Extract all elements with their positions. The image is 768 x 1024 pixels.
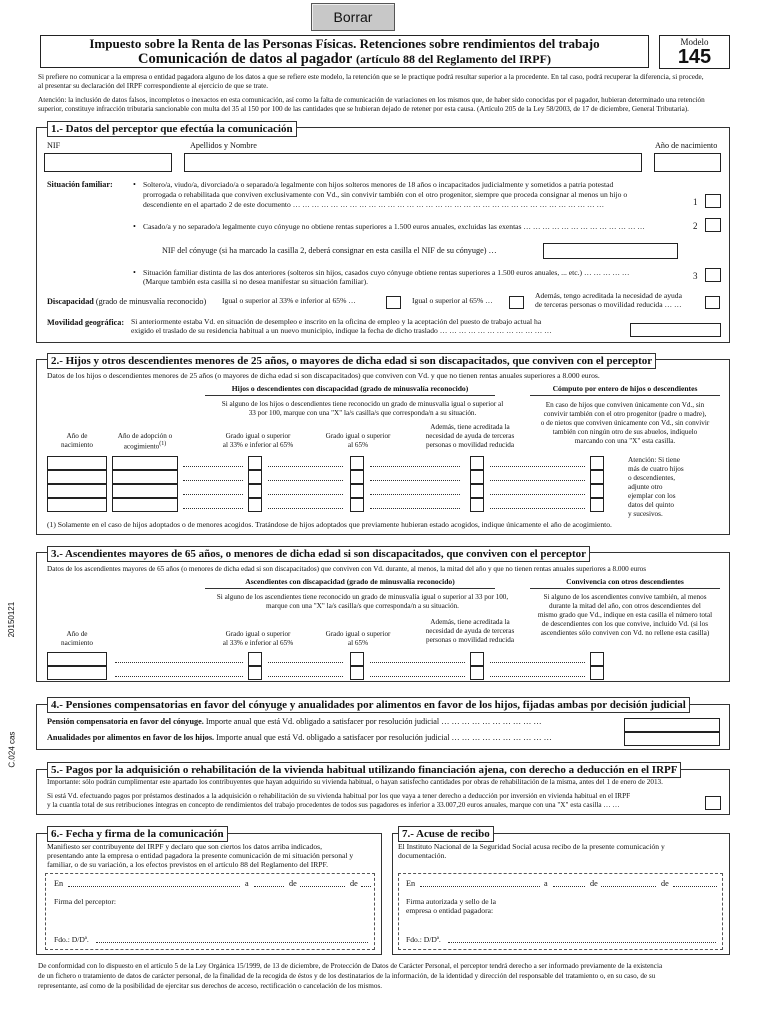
checkbox-number-3: 3 xyxy=(693,271,698,281)
disability-title: Discapacidad xyxy=(47,297,94,306)
checkbox-number-1: 1 xyxy=(693,197,698,207)
dotted-leader xyxy=(183,508,243,509)
pension-desc: Importe anual que está Vd. obligado a satisfacer por resolución judicial … … … … … … … … … … xyxy=(205,717,542,726)
form-title-sub: (artículo 88 del Reglamento del IRPF) xyxy=(355,52,551,66)
col-birth-year: Año de xyxy=(66,432,88,440)
full-count-checkbox[interactable] xyxy=(590,498,604,512)
bullet: • xyxy=(133,222,136,231)
section-2-count-desc: también con ningún otro de sus abuelos, indíquelo xyxy=(552,428,698,436)
margin-code: 20150121 xyxy=(7,601,17,638)
section-7-title: 7.- Acuse de recibo xyxy=(398,826,494,842)
dotted-leader xyxy=(370,494,460,495)
dotted-leader xyxy=(370,662,465,663)
clear-button[interactable]: Borrar xyxy=(311,3,395,31)
signer-name-label: Fdo.: D/Dª. xyxy=(54,935,89,944)
dotted-leader xyxy=(183,466,243,467)
place-label: En xyxy=(54,879,64,888)
day-label: a xyxy=(544,879,548,888)
section-5-text: y la cuantía total de sus retribuciones íntegras en concepto de rendimientos del trabajo procedentes de todos sus pagadores es inferior a 33.007,20 euros anuales, marque con una "X" esta casilla … … xyxy=(47,801,620,809)
col-grade-65: al 65% xyxy=(347,639,369,647)
col-adoption-year: Año de adopción o xyxy=(117,432,173,440)
name-input[interactable] xyxy=(184,153,642,172)
intro-line: al presentar su declaración del IRPF correspondiente al ejercicio de que se trate. xyxy=(38,82,269,90)
section-4-title: 4.- Pensiones compensatorias en favor del cónyuge y anualidades por alimentos en favor de los hijos, fijadas ambas por decisión judicial xyxy=(47,697,690,713)
family-option-1-text: prorrogada o rehabilitada que conviven exclusivamente con Vd., sin convivir también con el otro progenitor, siempre que proceda consignar al menos un hijo o xyxy=(143,190,628,199)
mortgage-checkbox[interactable] xyxy=(705,796,721,810)
dotted-leader xyxy=(183,480,243,481)
section-3-conv-heading: Convivencia con otros descendientes xyxy=(566,577,684,586)
section-2-count-desc: marcando con una "X" esta casilla. xyxy=(574,437,676,445)
modelo-label: Modelo xyxy=(680,37,709,47)
section-3-disability-heading: Ascendientes con discapacidad (grado de minusvalía reconocido) xyxy=(245,577,455,586)
attention-note: y sucesivos. xyxy=(628,510,663,518)
grade-33-checkbox[interactable] xyxy=(248,666,262,680)
dotted-leader xyxy=(268,662,343,663)
birth-year-input[interactable] xyxy=(47,652,107,666)
assist-checkbox[interactable] xyxy=(470,652,484,666)
disability-assist-label: de terceras personas o movilidad reducida … … xyxy=(535,300,682,309)
col-birth-year: Año de xyxy=(66,630,88,638)
section-2-title: 2.- Hijos y otros descendientes menores de 25 años, o mayores de dicha edad si son discapacitados, que conviven con el perceptor xyxy=(47,353,656,369)
descendants-count-input[interactable] xyxy=(590,666,604,680)
alimony-input[interactable] xyxy=(624,732,720,746)
col-assist: personas o movilidad reducida xyxy=(425,636,515,644)
descendants-count-input[interactable] xyxy=(590,652,604,666)
grade-33-checkbox[interactable] xyxy=(248,498,262,512)
section-2-count-desc: o de nietos que conviven únicamente con Vd., sin convivir xyxy=(540,419,710,427)
divider xyxy=(530,395,720,396)
attention-note: más de cuatro hijos xyxy=(628,465,684,473)
col-grade-33: al 33% e inferior al 65% xyxy=(222,639,294,647)
section-2-count-desc: En caso de hijos que conviven únicamente con Vd., sin xyxy=(545,401,705,409)
family-option-1-text: Soltero/a, viudo/a, divorciado/a o separado/a legalmente con hijos solteros menores de 18 años o incapacitados judicialmente y sometidos a patria potestad xyxy=(143,180,614,189)
signature-area[interactable] xyxy=(45,873,375,950)
disability-65-label: Igual o superior al 65% … xyxy=(412,296,493,305)
dotted-leader xyxy=(115,662,243,663)
dotted-leader xyxy=(490,508,585,509)
adoption-year-input[interactable] xyxy=(112,498,178,512)
form-title-line2 xyxy=(40,51,649,68)
section-5-text: Si está Vd. efectuando pagos por préstamos destinados a la adquisición o rehabilitación de su vivienda habitual por los que vaya a tener derecho a deducción por inversión en vivienda habitual en el IRPF xyxy=(47,792,631,800)
spouse-nif-input[interactable] xyxy=(543,243,678,259)
col-assist: necesidad de ayuda de terceras xyxy=(425,432,515,440)
year-field[interactable] xyxy=(673,886,717,887)
pension-title: Pensión compensatoria en favor del cónyuge. xyxy=(47,717,204,726)
section-3-disability-desc: marque con una "X" la/s casilla/s que corresponda/n a su situación. xyxy=(266,602,459,610)
name-label: Apellidos y Nombre xyxy=(190,141,257,150)
attention-note: datos del quinto xyxy=(628,501,674,509)
signer-name-field[interactable] xyxy=(448,942,716,943)
section-6-declaration: Manifiesto ser contribuyente del IRPF y declaro que son ciertos los datos arriba indicados, xyxy=(47,842,322,851)
col-assist: Además, tiene acreditada la xyxy=(430,423,510,431)
disability-33-checkbox[interactable] xyxy=(386,296,401,309)
day-field[interactable] xyxy=(553,886,585,887)
form-title-main: Comunicación de datos al pagador xyxy=(138,51,353,67)
disability-65-checkbox[interactable] xyxy=(509,296,524,309)
pension-input[interactable] xyxy=(624,718,720,732)
col-grade-65: al 65% xyxy=(347,441,369,449)
birth-year-input[interactable] xyxy=(47,456,107,470)
form-title-line1: Impuesto sobre la Renta de las Personas Físicas. Retenciones sobre rendimientos del trabajo xyxy=(89,36,600,51)
family-option-3-text: Situación familiar distinta de las dos anteriores (solteros sin hijos, casados cuyo cónyuge obtiene rentas superiores a 1.500 euros anuales, ... etc.) … … … … … xyxy=(143,268,630,277)
section-3-intro: Datos de los ascendientes mayores de 65 años (o menores de dicha edad si son discapacitados) que conviven con Vd. durante, al menos, la mitad del año y que no tienen rentas anuales superiores a 8.000 euros xyxy=(47,565,647,573)
dotted-leader xyxy=(490,466,585,467)
col-grade-33: al 33% e inferior al 65% xyxy=(222,441,294,449)
grade-33-checkbox[interactable] xyxy=(248,652,262,666)
section-3-conv-desc: de descendientes con los que convive, incluido Vd. (si los xyxy=(541,620,709,628)
stamp-label: empresa o entidad pagadora: xyxy=(406,906,494,915)
family-option-2-text: Casado/a y no separado/a legalmente cuyo cónyuge no obtiene rentas superiores a 1.500 euros anuales, excluidas las exentas … … … … … … … … … … … … … xyxy=(143,222,645,231)
birth-year-input[interactable] xyxy=(47,666,107,680)
divider xyxy=(205,588,495,589)
day-label: a xyxy=(245,879,249,888)
col-assist: necesidad de ayuda de terceras xyxy=(425,627,515,635)
month-field[interactable] xyxy=(601,886,656,887)
col-grade-65: Grado igual o superior xyxy=(325,630,391,638)
dotted-leader xyxy=(490,494,585,495)
dotted-leader xyxy=(268,508,343,509)
family-option-1-text: descendiente en el apartado 2 de este documento … … … … … … … … … … … … … … … … … … … … … … … … … … … … … … … … … xyxy=(143,200,605,209)
section-6-title: 6.- Fecha y firma de la comunicación xyxy=(47,826,228,842)
margin-code: C.024 cas xyxy=(7,731,17,768)
col-birth-year: nacimiento xyxy=(61,639,93,647)
signer-name-label: Fdo.: D/Dª. xyxy=(406,935,441,944)
spouse-nif-label: NIF del cónyuge (si ha marcado la casilla 2, deberá consignar en esta casilla el NIF de su cónyuge) … xyxy=(162,246,497,255)
year-label: de xyxy=(661,879,669,888)
col-grade-65: Grado igual o superior xyxy=(325,432,391,440)
disability-label xyxy=(47,297,206,306)
section-6-declaration: familiar, o de su variación, a los efectos previstos en el artículo 88 del Reglamento del IRPF. xyxy=(47,860,329,869)
grade-33-checkbox[interactable] xyxy=(248,470,262,484)
family-option-3-text: (Marque también esta casilla si no desea manifestar su situación familiar). xyxy=(143,277,368,286)
col-grade-33: Grado igual o superior xyxy=(225,630,291,638)
full-count-checkbox[interactable] xyxy=(590,484,604,498)
alimony-title: Anualidades por alimentos en favor de los hijos. xyxy=(47,733,215,742)
assist-checkbox[interactable] xyxy=(470,484,484,498)
nif-input[interactable] xyxy=(44,153,172,172)
section-3-title: 3.- Ascendientes mayores de 65 años, o menores de dicha edad si son discapacitados, que conviven con el perceptor xyxy=(47,546,590,562)
pension-label xyxy=(47,717,542,726)
col-assist: Además, tiene acreditada la xyxy=(430,618,510,626)
section-3-conv-desc: durante la mitad del año, con otros descendientes del xyxy=(549,602,701,610)
intro-line: Atención: la inclusión de datos falsos, incompletos o inexactos en esta comunicación, así como la falta de comunicación de variaciones en los mismos que, de haber sido conocidas por el pagador, hubieran determinado una retención xyxy=(38,96,705,104)
section-3-conv-desc: mismo grado que Vd., indique en esta casilla el número total xyxy=(537,611,713,619)
assist-checkbox[interactable] xyxy=(470,456,484,470)
disability-assist-label: Además, tengo acreditada la necesidad de ayuda xyxy=(535,291,682,300)
assist-checkbox[interactable] xyxy=(470,470,484,484)
dotted-leader xyxy=(490,676,585,677)
alimony-desc: Importe anual que está Vd. obligado a satisfacer por resolución judicial … … … … … … … … … … xyxy=(216,733,552,742)
dotted-leader xyxy=(370,466,460,467)
dotted-leader xyxy=(183,494,243,495)
disability-desc: (grado de minusvalía reconocido) xyxy=(95,297,207,306)
month-field[interactable] xyxy=(300,886,345,887)
grade-65-checkbox[interactable] xyxy=(350,470,364,484)
dotted-leader xyxy=(268,676,343,677)
legal-footer: De conformidad con lo dispuesto en el artículo 5 de la Ley Orgánica 15/1999, de 13 de diciembre, de Protección de Datos de Carácter Personal, el perceptor tendrá derecho a ser informado previamente de la existencia xyxy=(38,962,663,970)
legal-footer: representante, así como de la posibilidad de ejercitar sus derechos de acceso, rectificación o cancelación de los mismos. xyxy=(38,982,383,990)
col-adoption-year: acogimiento$^{(1)}$ xyxy=(123,441,167,451)
legal-footer: de un fichero o tratamiento de datos de carácter personal, de la finalidad de la recogida de éstos y de los destinatarios de la información, de la identidad y dirección del responsable del tratamiento o, en su caso, de su xyxy=(38,972,656,980)
mobility-date-input[interactable] xyxy=(630,323,721,337)
section-7-text: El Instituto Nacional de la Seguridad Social acusa recibo de la presente comunicación y xyxy=(398,842,665,851)
alimony-label xyxy=(47,733,552,742)
checkbox-number-2: 2 xyxy=(693,221,698,231)
dotted-leader xyxy=(370,480,460,481)
place-field[interactable] xyxy=(68,886,240,887)
month-label: de xyxy=(289,879,297,888)
stamp-label: Firma autorizada y sello de la xyxy=(406,897,497,906)
grade-65-checkbox[interactable] xyxy=(350,652,364,666)
mobility-text: Si anteriormente estaba Vd. en situación de desempleo e inscrito en la oficina de empleo y la aceptación del puesto de trabajo actual ha xyxy=(131,317,542,326)
modelo-number: 145 xyxy=(677,46,712,68)
intro-line: Si prefiere no comunicar a la empresa o entidad pagadora alguno de los datos a que se refiere este modelo, la retención que se le practique podrá resultar superior a la procedente. En tal caso, podrá recuperar la diferencia, si procede, xyxy=(38,73,704,81)
dotted-leader xyxy=(268,466,343,467)
signature-label: Firma del perceptor: xyxy=(54,897,116,906)
disability-33-label: Igual o superior al 33% e inferior al 65% … xyxy=(222,296,356,305)
dotted-leader xyxy=(268,494,343,495)
section-5-important: Importante: sólo podrán cumplimentar este apartado los contribuyentes que hayan adquirido su vivienda habitual, o hayan satisfecho cantidades por obras de rehabilitación de la misma, antes del 1 de enero de 2013. xyxy=(47,778,663,786)
adoption-year-input[interactable] xyxy=(112,470,178,484)
section-2-footnote: (1) Solamente en el caso de hijos adoptados o de menores acogidos. Tratándose de hijos adoptados que previamente hubieran estado acogidos, indique únicamente el año de acogimiento. xyxy=(47,520,612,529)
divider xyxy=(205,395,495,396)
birth-year-input[interactable] xyxy=(47,484,107,498)
section-2-disability-desc: Si alguno de los hijos o descendientes tiene reconocido un grado de minusvalía igual o superior al xyxy=(221,400,504,408)
dotted-leader xyxy=(115,676,243,677)
dotted-leader xyxy=(490,480,585,481)
disability-assist-checkbox[interactable] xyxy=(705,296,720,309)
adoption-year-input[interactable] xyxy=(112,484,178,498)
grade-65-checkbox[interactable] xyxy=(350,484,364,498)
section-2-disability-heading: Hijos o descendientes con discapacidad (grado de minusvalía reconocido) xyxy=(231,384,469,393)
grade-33-checkbox[interactable] xyxy=(248,456,262,470)
month-label: de xyxy=(590,879,598,888)
dotted-leader xyxy=(268,480,343,481)
grade-65-checkbox[interactable] xyxy=(350,498,364,512)
day-field[interactable] xyxy=(254,886,284,887)
birth-year-input[interactable] xyxy=(47,470,107,484)
grade-65-checkbox[interactable] xyxy=(350,456,364,470)
birth-year-input[interactable] xyxy=(47,498,107,512)
family-option-3-checkbox[interactable] xyxy=(705,268,721,282)
section-2-intro: Datos de los hijos o descendientes menores de 25 años (o mayores de dicha edad si son discapacitados) que conviven con Vd. y que no tienen rentas anuales superiores a 8.000 euros. xyxy=(47,371,600,380)
grade-33-checkbox[interactable] xyxy=(248,484,262,498)
divider xyxy=(530,588,720,589)
year-label: de xyxy=(350,879,358,888)
attention-note: adjunte otro xyxy=(628,483,663,491)
full-count-checkbox[interactable] xyxy=(590,456,604,470)
section-7-text: documentación. xyxy=(398,851,447,860)
dotted-leader xyxy=(370,676,465,677)
section-2-disability-desc: 33 por 100, marque con una "X" la/s casilla/s que corresponda/n a su situación. xyxy=(248,409,477,417)
attention-note: Atención: Si tiene xyxy=(628,456,680,464)
section-3-conv-desc: Si alguno de los ascendientes convive también, al menos xyxy=(543,593,707,601)
signer-name-field[interactable] xyxy=(96,942,368,943)
bullet: • xyxy=(133,268,136,277)
nif-label: NIF xyxy=(47,141,61,150)
full-count-checkbox[interactable] xyxy=(590,470,604,484)
section-3-conv-desc: ascendientes sólo conviven con Vd. no rellene esta casilla) xyxy=(540,629,710,637)
section-2-count-heading: Cómputo por entero de hijos o descendientes xyxy=(552,384,698,393)
section-6-declaration: presentando ante la empresa o entidad pagadora la presente comunicación de mi situación personal y xyxy=(47,851,354,860)
birth-year-label: Año de nacimiento xyxy=(655,141,718,150)
col-assist: personas o movilidad reducida xyxy=(425,441,515,449)
mobility-label: Movilidad geográfica: xyxy=(47,318,125,327)
assist-checkbox[interactable] xyxy=(470,666,484,680)
col-adoption-year-label: acogimiento xyxy=(123,442,160,451)
place-label: En xyxy=(406,879,416,888)
col-grade-33: Grado igual o superior xyxy=(225,432,291,440)
family-option-1-checkbox[interactable] xyxy=(705,194,721,208)
grade-65-checkbox[interactable] xyxy=(350,666,364,680)
dotted-leader xyxy=(370,508,460,509)
section-2-count-desc: convivir también con el otro progenitor (padre o madre), xyxy=(543,410,707,418)
attention-note: ejemplar con los xyxy=(628,492,676,500)
section-3-disability-desc: Si alguno de los ascendientes tiene reconocido un grado de minusvalía igual o superior al 33 por 100, xyxy=(216,593,509,601)
year-field[interactable] xyxy=(361,886,371,887)
section-1-title: 1.- Datos del perceptor que efectúa la comunicación xyxy=(47,121,297,137)
adoption-year-input[interactable] xyxy=(112,456,178,470)
attention-note: o descendientes, xyxy=(628,474,676,482)
dotted-leader xyxy=(490,662,585,663)
col-birth-year: nacimiento xyxy=(61,441,93,449)
birth-year-input[interactable] xyxy=(654,153,721,172)
bullet: • xyxy=(133,180,136,189)
mobility-text: exigido el traslado de su residencia habitual a un nuevo municipio, indique la fecha de dicho traslado … … … … … … … … … … … … xyxy=(131,326,552,335)
place-field[interactable] xyxy=(420,886,540,887)
intro-line: superior, constituye infracción tributaria sancionable con multa del 35 al 150 por 100 de las cantidades que se hubieran dejado de retener por esta causa. (Artículo 205 de la Ley 58/2003, de 17 de diciembre, General Tributaria). xyxy=(38,105,689,113)
family-situation-label: Situación familiar: xyxy=(47,180,113,189)
assist-checkbox[interactable] xyxy=(470,498,484,512)
section-5-title: 5.- Pagos por la adquisición o rehabilitación de la vivienda habitual utilizando financiación ajena, con derecho a deducción en el IRPF xyxy=(47,762,681,778)
family-option-2-checkbox[interactable] xyxy=(705,218,721,232)
